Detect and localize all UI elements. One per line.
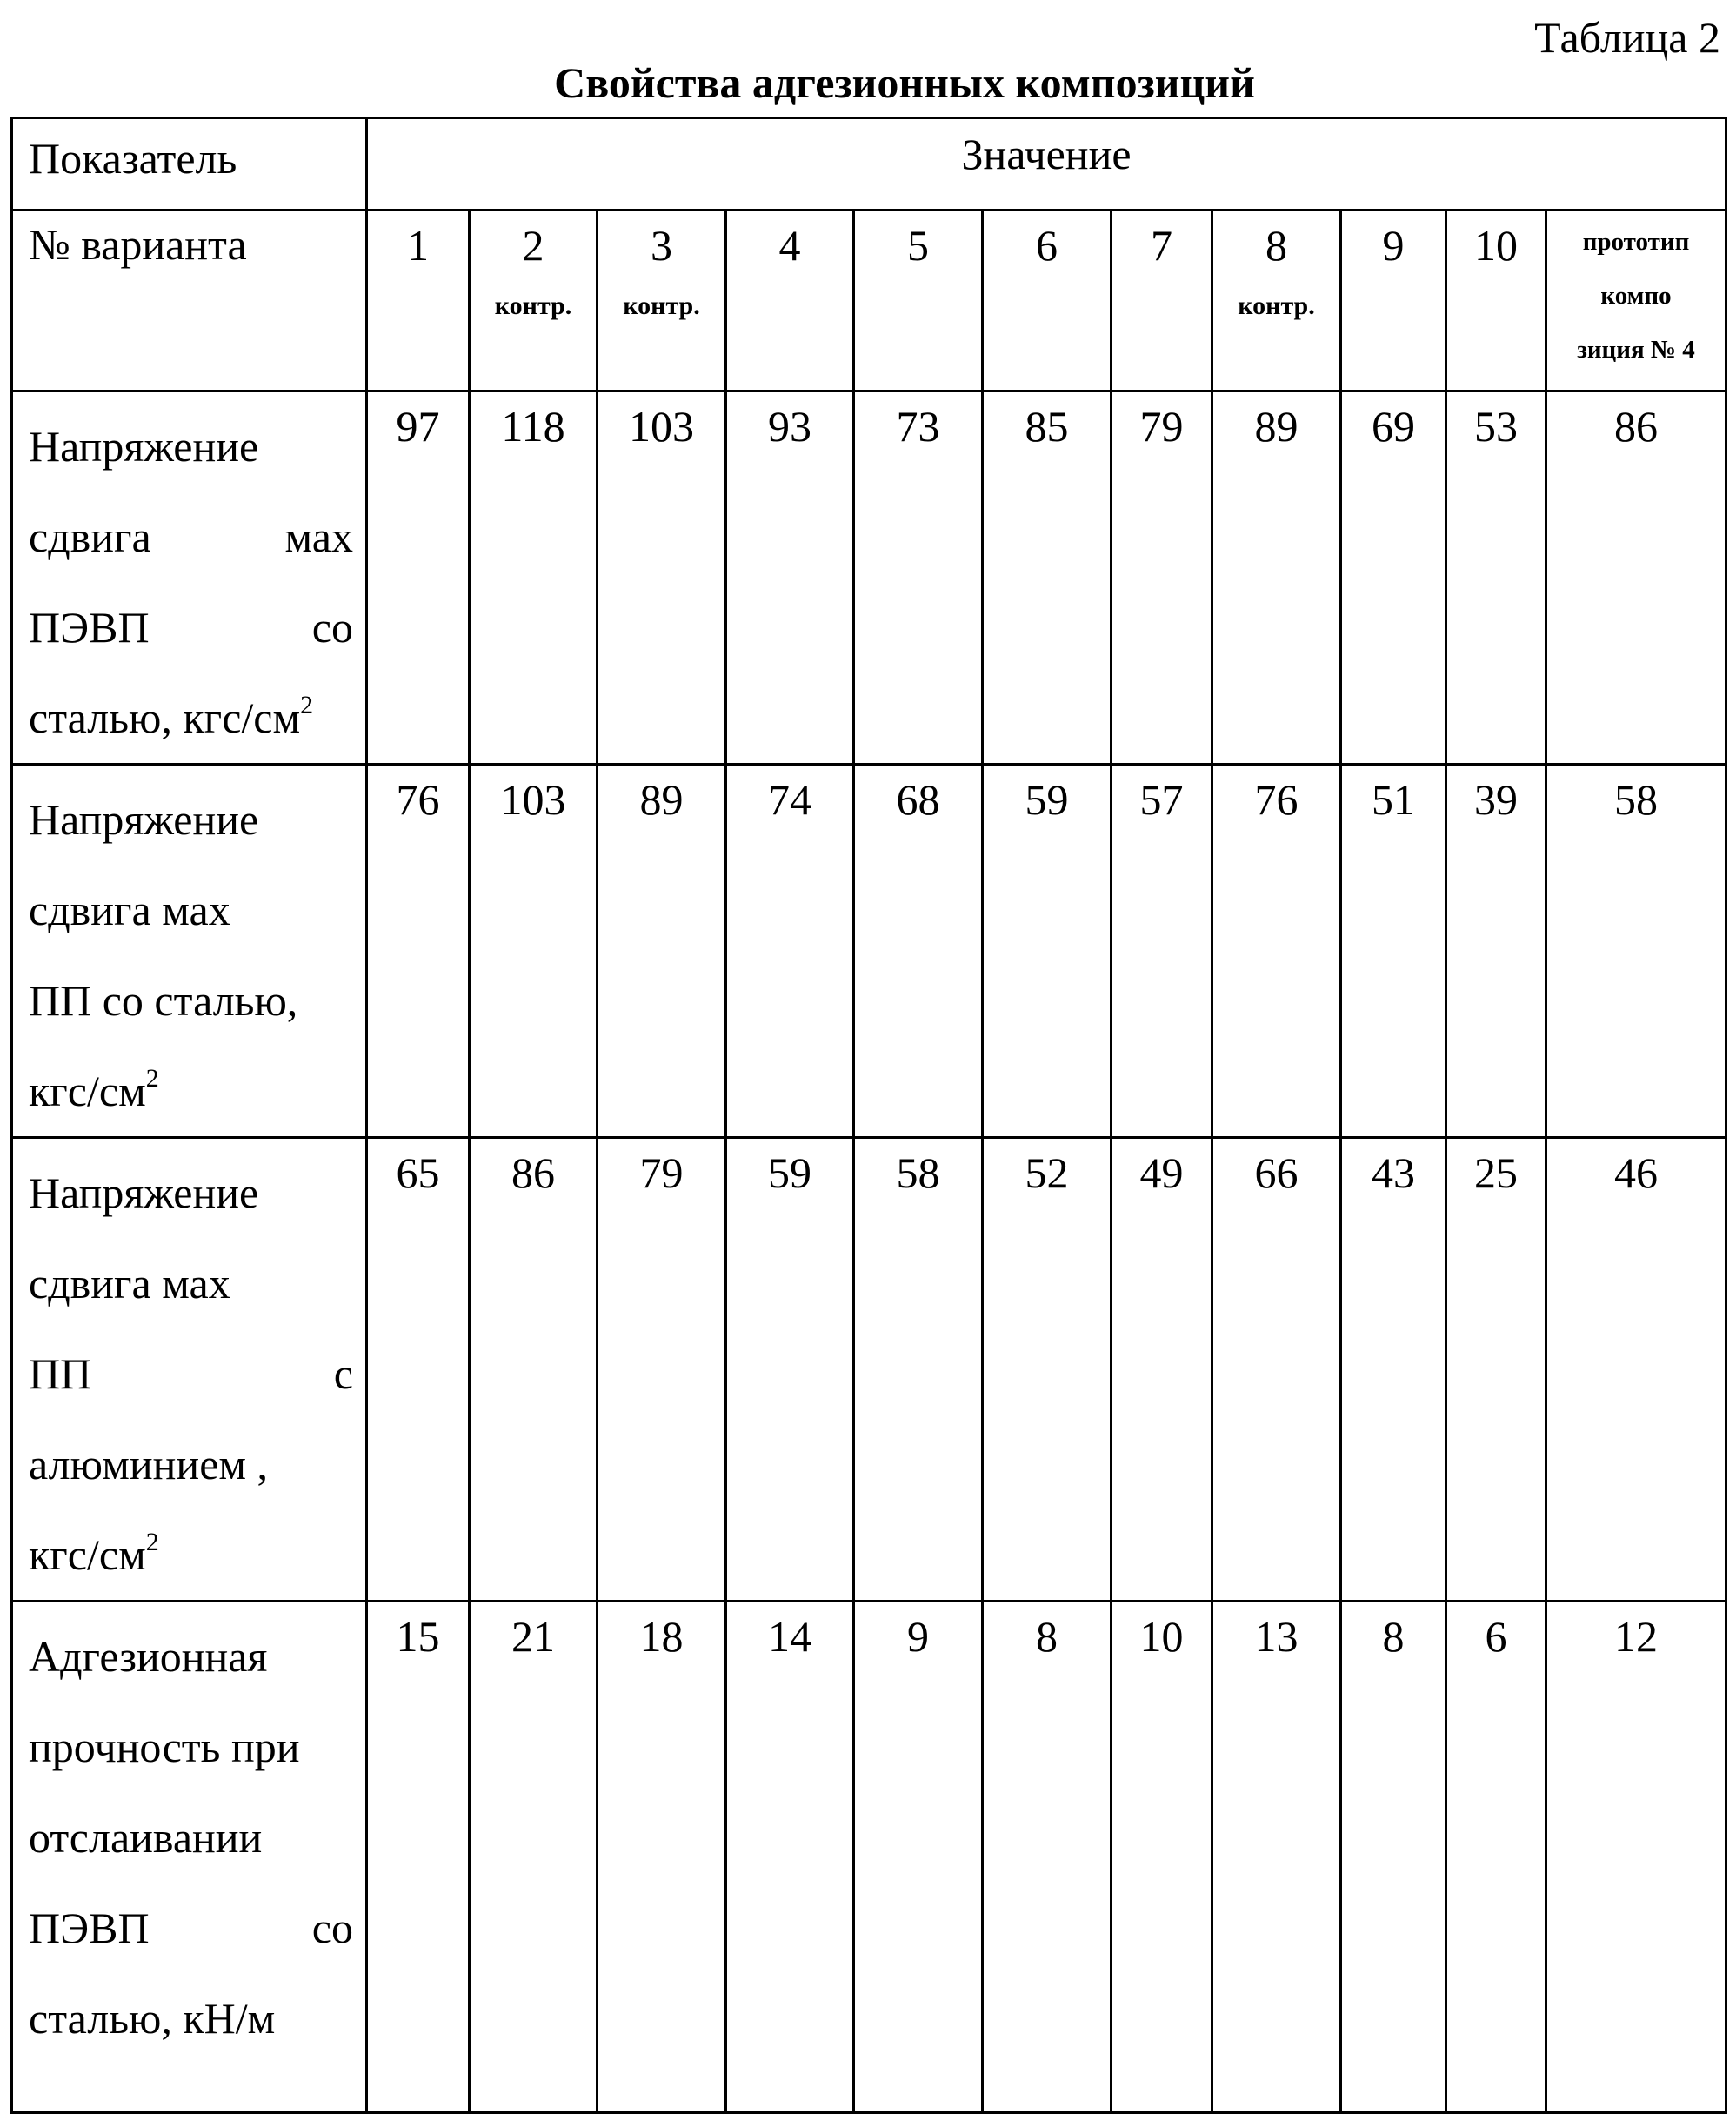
value-cell: 53 bbox=[1447, 392, 1545, 448]
prototype-line: компо bbox=[1547, 269, 1725, 323]
value-cell: 52 bbox=[984, 1139, 1110, 1194]
value-td bbox=[598, 1138, 726, 1602]
variant-number: 9 bbox=[1342, 211, 1445, 267]
value-cell: 93 bbox=[727, 392, 852, 448]
header-row bbox=[12, 118, 1726, 211]
value-td bbox=[598, 765, 726, 1138]
value-td bbox=[854, 391, 983, 765]
value-cell: 66 bbox=[1213, 1139, 1339, 1194]
value-cell: 10 bbox=[1112, 1602, 1211, 1658]
value-td bbox=[983, 1602, 1112, 2113]
table-row bbox=[12, 1602, 1726, 2113]
value-td bbox=[367, 765, 470, 1138]
indicator-label bbox=[12, 1138, 367, 1602]
label-line: ПП со сталью, bbox=[29, 955, 353, 1046]
variant-cell bbox=[1446, 211, 1546, 391]
value-cell: 8 bbox=[984, 1602, 1110, 1658]
value-cell: 86 bbox=[1547, 392, 1725, 448]
indicator-label bbox=[12, 765, 367, 1138]
value-cell: 8 bbox=[1342, 1602, 1445, 1658]
label-line: ПЭВП со bbox=[29, 582, 353, 672]
label-line: ПП с bbox=[29, 1328, 353, 1419]
value-cell: 68 bbox=[855, 766, 981, 821]
label-line: Напряжение bbox=[29, 401, 353, 492]
value-cell: 49 bbox=[1112, 1139, 1211, 1194]
value-td bbox=[367, 391, 470, 765]
label-line: сталью, кН/м bbox=[29, 1973, 353, 2064]
value-cell: 89 bbox=[598, 766, 724, 821]
variant-cell bbox=[598, 211, 726, 391]
variant-number: 6 bbox=[984, 211, 1110, 267]
value-td bbox=[1446, 1602, 1546, 2113]
value-cell: 39 bbox=[1447, 766, 1545, 821]
value-td bbox=[367, 1138, 470, 1602]
value-td bbox=[983, 391, 1112, 765]
value-td bbox=[1546, 1602, 1726, 2113]
value-td bbox=[983, 1138, 1112, 1602]
value-td bbox=[470, 391, 598, 765]
value-cell: 118 bbox=[471, 392, 596, 448]
value-cell: 103 bbox=[598, 392, 724, 448]
value-td bbox=[1112, 1138, 1212, 1602]
value-cell: 15 bbox=[368, 1602, 468, 1658]
value-td bbox=[1341, 391, 1446, 765]
value-td bbox=[726, 1602, 854, 2113]
value-td bbox=[1212, 1138, 1341, 1602]
variant-cell bbox=[470, 211, 598, 391]
value-td bbox=[1546, 1138, 1726, 1602]
table-row bbox=[12, 1138, 1726, 1602]
indicator-label bbox=[12, 1602, 367, 2113]
value-td bbox=[1341, 1138, 1446, 1602]
variant-cell bbox=[1212, 211, 1341, 391]
variant-row bbox=[12, 211, 1726, 391]
value-td bbox=[854, 1138, 983, 1602]
label-line: ПЭВП со bbox=[29, 1883, 353, 1973]
value-cell: 6 bbox=[1447, 1602, 1545, 1658]
value-cell: 18 bbox=[598, 1602, 724, 1658]
value-cell: 103 bbox=[471, 766, 596, 821]
label-line: сдвига мах bbox=[29, 1238, 353, 1328]
value-td bbox=[726, 1138, 854, 1602]
superscript: 2 bbox=[300, 691, 313, 719]
header-value: Значение bbox=[367, 118, 1726, 211]
value-td bbox=[1212, 765, 1341, 1138]
value-td bbox=[1112, 1602, 1212, 2113]
superscript: 2 bbox=[146, 1064, 159, 1093]
value-td bbox=[1341, 765, 1446, 1138]
variant-number: 2 bbox=[471, 211, 596, 267]
value-td bbox=[854, 765, 983, 1138]
value-cell: 51 bbox=[1342, 766, 1445, 821]
value-cell: 9 bbox=[855, 1602, 981, 1658]
variant-cell bbox=[1112, 211, 1212, 391]
value-td bbox=[367, 1602, 470, 2113]
variant-number: 10 bbox=[1447, 211, 1545, 267]
variant-cell bbox=[1341, 211, 1446, 391]
variant-note: контр. bbox=[1213, 291, 1339, 321]
value-td bbox=[1446, 1138, 1546, 1602]
variant-number: 7 bbox=[1112, 211, 1211, 267]
variant-cell bbox=[854, 211, 983, 391]
value-td bbox=[598, 391, 726, 765]
label-line: Напряжение bbox=[29, 1147, 353, 1238]
value-td bbox=[1446, 391, 1546, 765]
value-cell: 73 bbox=[855, 392, 981, 448]
label-line: кгс/см2 bbox=[29, 1509, 353, 1600]
value-cell: 89 bbox=[1213, 392, 1339, 448]
table-row bbox=[12, 765, 1726, 1138]
prototype-cell bbox=[1546, 211, 1726, 391]
label-line: прочность при bbox=[29, 1702, 353, 1792]
value-td bbox=[983, 765, 1112, 1138]
variant-number: 3 bbox=[598, 211, 724, 267]
label-line: Адгезионная bbox=[29, 1611, 353, 1702]
value-cell: 76 bbox=[1213, 766, 1339, 821]
value-td bbox=[1341, 1602, 1446, 2113]
value-td bbox=[470, 1138, 598, 1602]
value-cell: 65 bbox=[368, 1139, 468, 1194]
indicator-label bbox=[12, 391, 367, 765]
value-td bbox=[1112, 765, 1212, 1138]
value-cell: 25 bbox=[1447, 1139, 1545, 1194]
value-cell: 79 bbox=[1112, 392, 1211, 448]
value-td bbox=[726, 765, 854, 1138]
value-cell: 69 bbox=[1342, 392, 1445, 448]
variant-number: 8 bbox=[1213, 211, 1339, 267]
value-cell: 85 bbox=[984, 392, 1110, 448]
variant-label: № варианта bbox=[12, 211, 367, 391]
label-line: сталью, кгс/см2 bbox=[29, 672, 353, 763]
value-td bbox=[1446, 765, 1546, 1138]
value-td bbox=[470, 1602, 598, 2113]
variant-cell bbox=[367, 211, 470, 391]
prototype-line: зиция № 4 bbox=[1547, 323, 1725, 377]
label-line: алюминием , bbox=[29, 1419, 353, 1509]
label-line: Напряжение bbox=[29, 774, 353, 865]
table-row bbox=[12, 391, 1726, 765]
value-cell: 59 bbox=[727, 1139, 852, 1194]
value-cell: 57 bbox=[1112, 766, 1211, 821]
value-cell: 14 bbox=[727, 1602, 852, 1658]
label-line: сдвига мах bbox=[29, 865, 353, 955]
header-indicator: Показатель bbox=[12, 118, 367, 211]
value-td bbox=[1546, 765, 1726, 1138]
variant-number: 1 bbox=[368, 211, 468, 267]
label-line: сдвига мах bbox=[29, 492, 353, 582]
value-td bbox=[726, 391, 854, 765]
variant-note: контр. bbox=[471, 291, 596, 321]
value-cell: 12 bbox=[1547, 1602, 1725, 1658]
value-cell: 79 bbox=[598, 1139, 724, 1194]
value-td bbox=[854, 1602, 983, 2113]
value-td bbox=[1212, 391, 1341, 765]
label-line: кгс/см2 bbox=[29, 1046, 353, 1136]
value-td bbox=[470, 765, 598, 1138]
variant-cell bbox=[726, 211, 854, 391]
value-td bbox=[1212, 1602, 1341, 2113]
value-td bbox=[598, 1602, 726, 2113]
value-cell: 86 bbox=[471, 1139, 596, 1194]
value-cell: 58 bbox=[855, 1139, 981, 1194]
variant-number: 5 bbox=[855, 211, 981, 267]
label-line: отслаивании bbox=[29, 1792, 353, 1883]
value-cell: 46 bbox=[1547, 1139, 1725, 1194]
variant-number: 4 bbox=[727, 211, 852, 267]
variant-cell bbox=[983, 211, 1112, 391]
value-cell: 43 bbox=[1342, 1139, 1445, 1194]
value-cell: 97 bbox=[368, 392, 468, 448]
superscript: 2 bbox=[146, 1528, 159, 1556]
variant-note: контр. bbox=[598, 291, 724, 321]
table-caption: Таблица 2 bbox=[1534, 12, 1720, 63]
value-td bbox=[1112, 391, 1212, 765]
value-cell: 59 bbox=[984, 766, 1110, 821]
value-cell: 58 bbox=[1547, 766, 1725, 821]
value-td bbox=[1546, 391, 1726, 765]
prototype-line: прототип bbox=[1547, 215, 1725, 269]
properties-table bbox=[10, 117, 1727, 2114]
value-cell: 13 bbox=[1213, 1602, 1339, 1658]
value-cell: 21 bbox=[471, 1602, 596, 1658]
table-title: Свойства адгезионных композиций bbox=[0, 57, 1736, 108]
value-cell: 74 bbox=[727, 766, 852, 821]
value-cell: 76 bbox=[368, 766, 468, 821]
